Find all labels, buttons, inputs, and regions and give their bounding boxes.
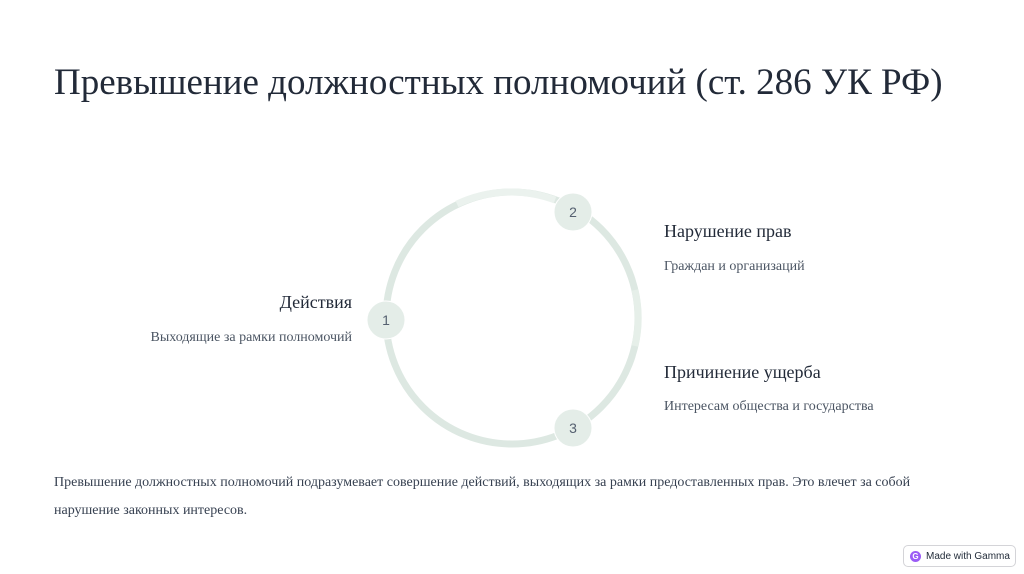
node-number: 2 [569,204,577,220]
cycle-ring [386,192,638,444]
node-1-title: Действия [279,292,352,312]
page-title: Превышение должностных полномочий (ст. 286 УК РФ) [54,62,943,103]
node-number: 3 [569,420,577,436]
gamma-logo-icon: G [910,551,921,562]
badge-label: Made with Gamma [926,550,1010,562]
summary-text: Превышение должностных полномочий подразумевает совершение действий, выходящих за рамки предоставленных прав. Это влечет за собой нарушение законных интересов. [54,475,911,518]
node-number: 1 [382,312,390,328]
made-with-gamma-badge[interactable] [903,545,1016,567]
cycle-node-1 [367,301,405,339]
node-3-description: Интересам общества и государства [664,399,874,414]
node-1-description: Выходящие за рамки полномочий [150,330,352,345]
cycle-ring-highlight [635,290,638,346]
node-3-title: Причинение ущерба [664,362,821,382]
cycle-node-2 [554,193,592,231]
cycle-node-3 [554,409,592,447]
node-2-description: Граждан и организаций [664,259,805,274]
node-2-title: Нарушение прав [664,221,792,241]
